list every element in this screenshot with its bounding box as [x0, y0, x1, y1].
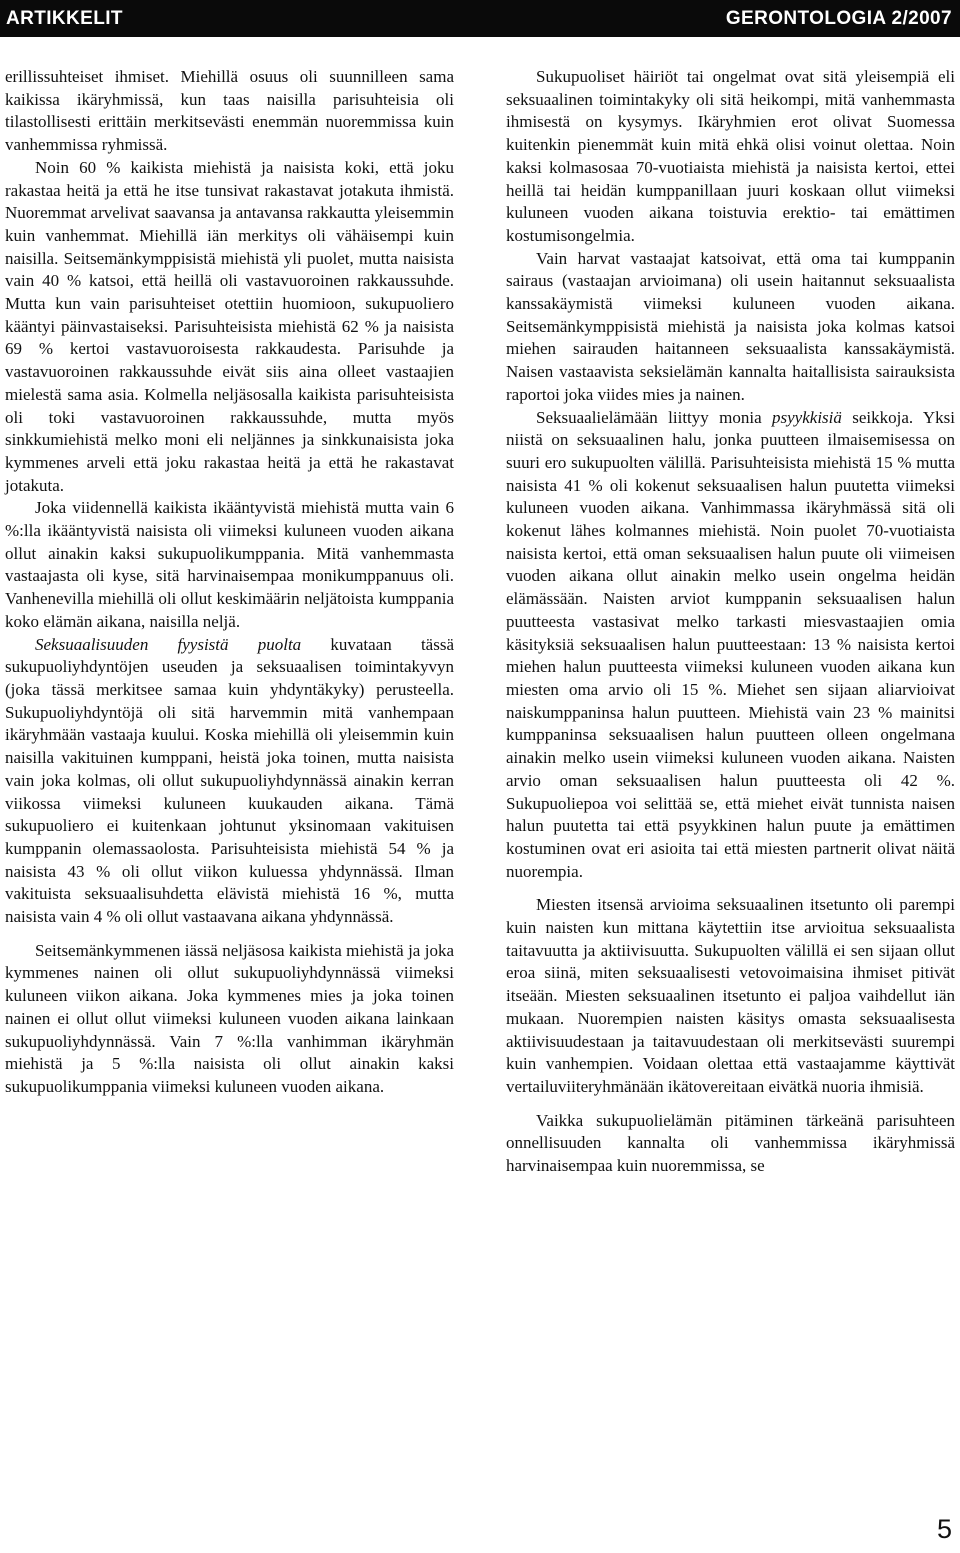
left-column	[5, 66, 454, 1099]
paragraph: Seitsemänkymmenen iässä neljäsosa kaikista miehistä ja joka kymmenes nainen oli ollut sukupuoliyhdynnässä viimeksi kuluneen viikon aikana. Joka kymmenes mies ja joka toinen nainen ei ollut ollut viimeksi kuluneen vuoden aikana lainkaan sukupuoliyhdynnässä. Vain 7 %:lla vanhimman ikäryhmän miehistä ja 5 %:lla naisista oli ollut ainakin kaksi sukupuolikumppania viimeksi kuluneen vuoden aikana.	[5, 940, 454, 1096]
italic-phrase: psyykkisiä	[772, 407, 842, 427]
paragraph-text: kuvataan tässä sukupuoliyhdyntöjen useuden ja seksuaalisen toimintakyvyn (joka tässä merkitsee samaa kuin yhdyntäkyky) perusteella. Sukupuoliyhdyntöjä oli sitä harvemmin mitä vanhempaan ikäryhmään vastaaja kuului. Koska miehillä oli yleisemmin kuin naisilla vakituinen kumppani, heistä joka toinen, mutta naisista vain joka kolmas, oli ollut sukupuoliyhdynnässä ainakin kerran viikossa viimeksi kuluneen kuukauden aikana. Tämä sukupuoliero ei kuitenkaan johtunut yksinomaan vakituisen kumppanin olemassaolosta. Parisuhteisista miehistä 54 % ja naisista 43 % oli ollut viikon kuluessa yhdynnässä. Ilman vakituista seksuaalisuhdetta elävistä miehistä 16 %, mutta naisista vain 4 % oli ollut vastaavana aikana yhdynnässä.	[5, 634, 454, 927]
paragraph	[506, 407, 955, 884]
paragraph: erillissuhteiset ihmiset. Miehillä osuus oli suunnilleen sama kaikissa ikäryhmissä, kun taas naisilla parisuhteisia oli tilastollisesti erittäin merkitsevästi enemmän nuoremmissa kuin vanhemmissa ryhmissä.	[5, 67, 454, 155]
section-title: ARTIKKELIT	[6, 7, 123, 29]
right-column	[506, 66, 955, 1178]
paragraph: Miesten itsensä arvioima seksuaalinen itsetunto oli parempi kuin naisten kun mittana käytettiin itse arvioitua seksuaalista taitavuutta ja aktiivisuutta. Sukupuolten välillä ei sen sijaan ollut eroa siinä, miten seksuaalisesti vetovoimaisina ihmiset pitivät itseään. Miesten seksuaalinen itsetunto ei paljoa vaihdellut iän mukaan. Nuorempien naisten käsitys omasta seksuaalisesta aktiivisuudestaan ja taitavuudestaan oli merkitsevästi suurempi kuin vanhempien. Voidaan olettaa että vastaajamme käyttivät vertailuviiteryhmänään ikätovereitaan eivätkä nuoria ihmisiä.	[506, 895, 955, 1096]
italic-phrase: Seksuaalisuuden fyysistä puolta	[35, 634, 302, 654]
paragraph	[5, 634, 454, 929]
paragraph: Joka viidennellä kaikista ikääntyvistä miehistä mutta vain 6 %:lla ikääntyvistä naisista oli viimeksi kuluneen vuoden aikana ollut ainakin kaksi sukupuolikumppania. Mitä vanhemmasta vastaajasta oli kyse, sitä harvinaisempaa monikumppanuus oli. Vanhenevilla miehillä oli ollut keskimäärin neljätoista kumppania koko elämän aikana, naisilla neljä.	[5, 498, 454, 631]
paragraph: Vaikka sukupuolielämän pitäminen tärkeänä parisuhteen onnellisuuden kannalta oli vanhemmissa ikäryhmissä harvinaisempaa kuin nuoremmissa, se	[506, 1110, 955, 1176]
running-header	[0, 0, 960, 37]
paragraph: Noin 60 % kaikista miehistä ja naisista koki, että joku rakastaa heitä ja että he itse tunsivat rakastavat jotakuta ihmistä. Nuoremmat arvelivat saavansa ja antavansa rakkautta yleisemmin kuin vanhemmat. Miehillä iän merkitys oli vähäisempi kuin naisilla. Seitsemänkymppisistä miehistä yli puolet, mutta naisista vain 40 % katsoi, että heillä oli vastavuoroinen rakkaussuhde. Mutta kun vain parisuhteiset otettiin huomioon, sukupuoliero kääntyi päinvastaiseksi. Parisuhteisista miehistä 62 % ja naisista 69 % kertoi vastavuoroisesta rakkaudesta. Parisuhde ja vastavuoroinen rakkaussuhde eivät siis aina olleet vastaajien mielestä sama asia. Kolmella neljäsosalla kaikista parisuhteisista oli toki vastavuoroinen rakkaussuhde, mutta myös sinkkumiehistä melko moni eli neljännes ja sinkkunaisista joka kymmenes arveli että joku rakastaa heitä ja että he rakastavat jotakuta.	[5, 157, 454, 495]
paragraph: Sukupuoliset häiriöt tai ongelmat ovat sitä yleisempiä eli seksuaalinen toimintakyky oli sitä heikompi, mitä vanhemmasta ihmisestä on kysymys. Ikäryhmien erot olivat Suomessa kuitenkin pienemmät kuin mitä ehkä olisi voinut olettaa. Noin kaksi kolmasosaa 70-vuotiaista miehistä ja naisista kertoi, ettei heillä tai heidän kumppanillaan juuri koskaan ollut viimeksi kuluneen vuoden aikana toistuvia erektio- tai emättimen kostumisongelmia.	[506, 67, 955, 245]
paragraph: Vain harvat vastaajat katsoivat, että oma tai kumppanin sairaus (vastaajan arvioimana) oli usein haitannut seksuaalista kanssakäymistä viimeksi kuluneen vuoden aikana. Seitsemänkymppisistä miehistä ja naisista joka kolmas katsoi miehen sairauden haitanneen seksuaalista kanssakäymistä. Naisen vastaavista seksielämän kannalta haitallisista sairauksista raportoi joka viides mies ja nainen.	[506, 248, 955, 404]
paragraph-text: seikkoja. Yksi niistä on seksuaalinen halu, jonka puutteen ilmaisemisessa on suuri ero sukupuolten välillä. Parisuhteisista miehistä 15 % mutta naisista 41 % oli kokenut seksuaalisen halun puutetta viimeksi kuluneen vuoden aikana. Vanhimmassa ikäryhmässä sitä oli kokenut lähes kolmannes miehistä. Noin puolet 70-vuotiaista naisista kertoi, että oman seksuaalisen halun puute oli viimeisen vuoden aikana ollut ainakin melko usein ongelma heidän elämässään. Naisten arviot kumppanin seksuaalisen halun puutteesta vastasivat melko tarkasti miesvastaajien omia käsityksiä seksuaalisen halun puutteestaan: 13 % naisista kertoi miehen halun puutteesta viimeksi kuluneen vuoden aikana kun miesten oma arvio oli 15 %. Miehet sen sijaan aliarvioivat naiskumppaninsa halun puutteen. Miehistä vain 23 % mainitsi kumppaninsa seksuaalisen halun puutteen olleen ongelmana ainakin melko usein viimeksi kuluneen vuoden aikana. Naisten arvio oman seksuaalisen halun puutteesta oli 42 %. Sukupuoliероа voi selittää se, että miehet eivät tunnista naisen halun puutetta tai että psyykkinen halun puute ja emättimen kostuminen ovat eri asioita tai että miesten partnerit olivat näitä nuorempia.	[506, 407, 956, 881]
paragraph-text: Seksuaalielämään liittyy monia	[536, 407, 773, 427]
journal-title: GERONTOLOGIA 2/2007	[725, 7, 952, 29]
page-number: 5	[936, 1514, 952, 1544]
